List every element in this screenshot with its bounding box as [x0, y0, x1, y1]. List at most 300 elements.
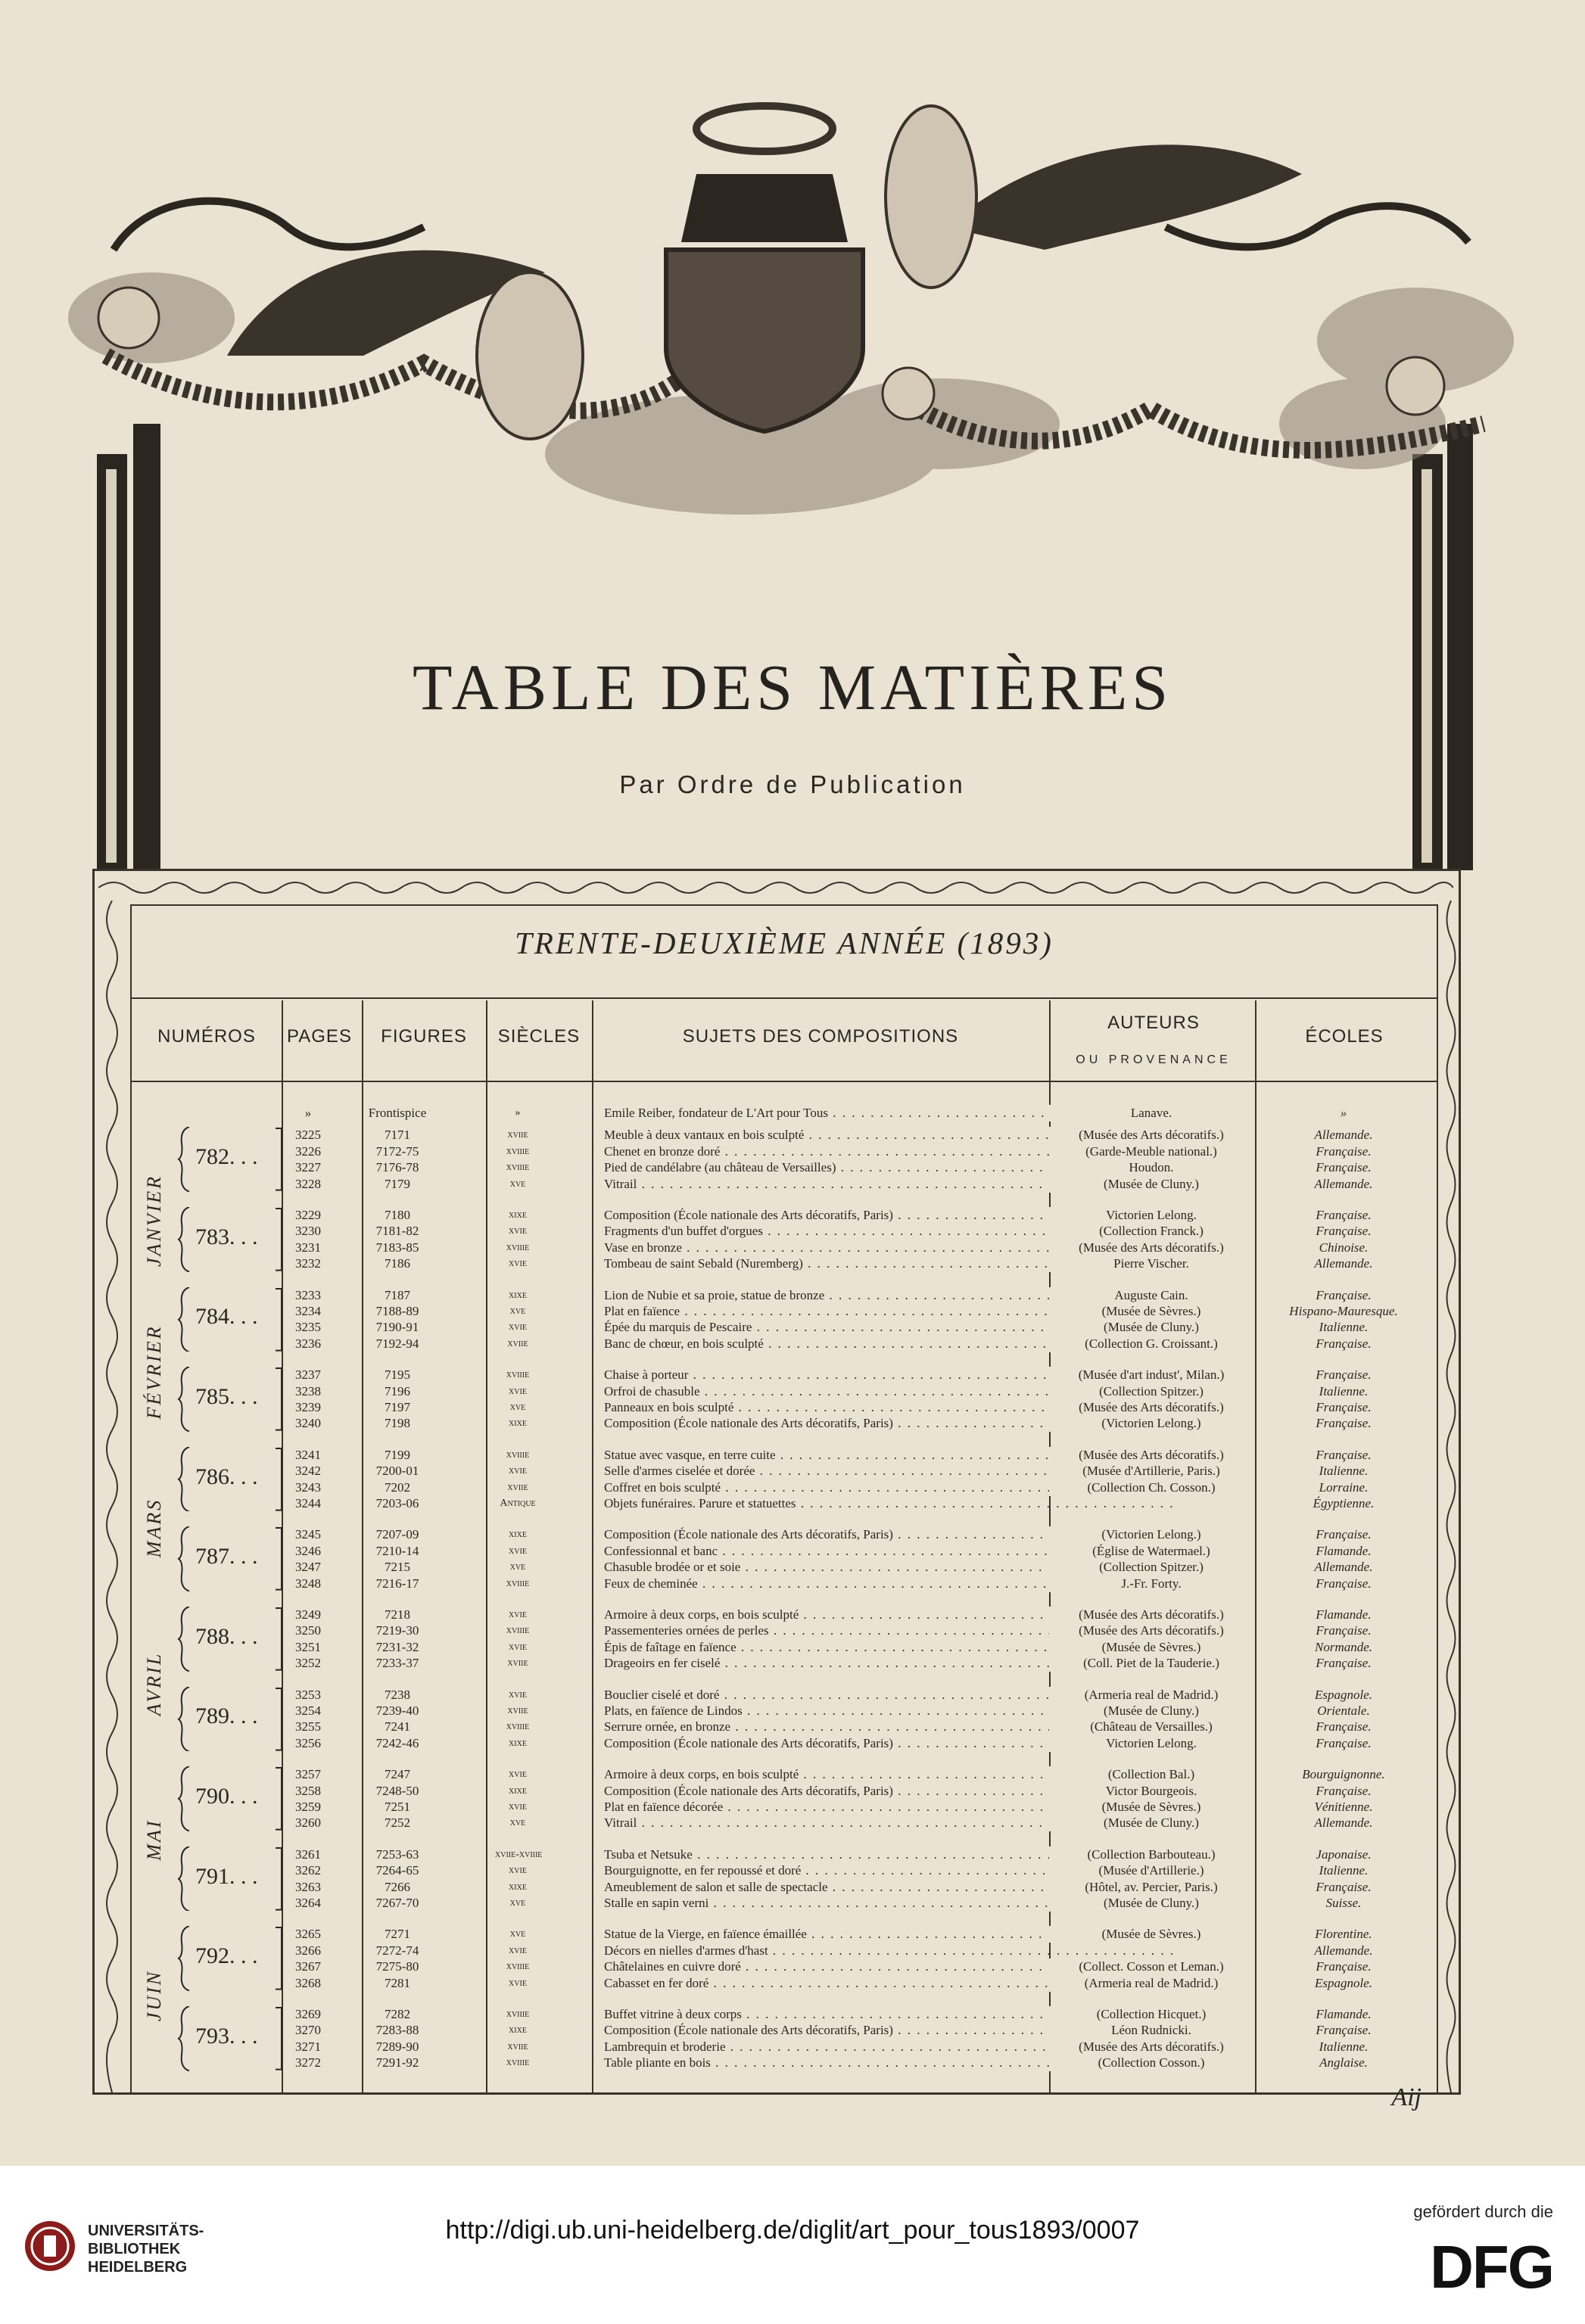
- cell-auteur: (Musée d'art indust', Milan.): [1049, 1367, 1253, 1383]
- cell-page: 3232: [295, 1256, 321, 1271]
- table-row: [130, 1287, 1438, 1304]
- vine-border-top: [98, 874, 1453, 901]
- cell-page: 3247: [295, 1560, 321, 1575]
- cell-auteur: (Musée des Arts décoratifs.): [1049, 1240, 1253, 1256]
- table-row: [130, 1240, 1438, 1256]
- cell-page: 3252: [295, 1656, 321, 1671]
- cell-siecle: xixe: [509, 1289, 527, 1301]
- cell-figure: 7281: [385, 1975, 410, 1990]
- cell-auteur: (Hôtel, av. Percier, Paris.): [1049, 1879, 1253, 1896]
- table-row: [130, 1543, 1438, 1560]
- cell-ecole: Espagnole.: [1314, 1975, 1373, 1990]
- issue-number: 784. . .: [195, 1304, 258, 1330]
- cell-ecole: Lorraine.: [1319, 1479, 1369, 1495]
- table-row: [130, 1943, 1438, 1959]
- cell-figure: Frontispice: [368, 1106, 427, 1120]
- cell-sujet: Vitrail . . .: [604, 1176, 1179, 1193]
- cell-page: »: [304, 1106, 312, 1120]
- cell-figure: 7252: [385, 1815, 410, 1831]
- cell-figure: 7198: [385, 1416, 410, 1431]
- cell-ecole: Française.: [1316, 1416, 1372, 1431]
- cell-sujet: Armoire à deux corps, en bois sculpté . . .: [604, 1766, 1179, 1783]
- cell-auteur: (Musée de Cluny.): [1049, 1319, 1253, 1336]
- cell-page: 3261: [295, 1846, 321, 1862]
- cell-ecole: Française.: [1316, 1287, 1372, 1302]
- vine-border-left: [97, 901, 127, 2092]
- cell-ecole: Bourguignonne.: [1302, 1767, 1385, 1782]
- cell-sujet: Table pliante en bois . . .: [604, 2055, 1179, 2071]
- year-heading: TRENTE-DEUXIÈME ANNÉE (1893): [515, 926, 1054, 960]
- cell-page: 3262: [295, 1863, 321, 1878]
- cell-figure: 7253-63: [375, 1846, 419, 1862]
- cell-ecole: Française.: [1316, 1143, 1372, 1159]
- cell-sujet: Statue avec vasque, en terre cuite . . .: [604, 1447, 1179, 1464]
- cell-page: 3266: [295, 1943, 321, 1958]
- cell-auteur: (Collection Spitzer.): [1049, 1559, 1253, 1576]
- cell-sujet: Composition (École nationale des Arts décoratifs, Paris) . . .: [604, 2022, 1179, 2039]
- cell-siecle: xve: [509, 1402, 526, 1413]
- cell-ecole: Allemande.: [1314, 1256, 1373, 1271]
- table-row: [130, 1958, 1438, 1975]
- cell-sujet: Objets funéraires. Parure et statuettes . . .: [604, 1495, 1179, 1512]
- cell-auteur: (Collection G. Croissant.): [1049, 1336, 1253, 1352]
- dfg-logo: DFG: [1430, 2233, 1553, 2301]
- table-row: [130, 1846, 1438, 1863]
- cell-sujet: Tsuba et Netsuke . . .: [604, 1846, 1179, 1863]
- cell-figure: 7241: [385, 1719, 410, 1734]
- col-header-numeros: NUMÉROS: [157, 1026, 256, 1047]
- cell-siecle: xvie: [509, 1321, 527, 1333]
- cell-ecole: Italienne.: [1319, 1320, 1369, 1335]
- cell-sujet: Statue de la Vierge, en faïence émaillée . . .: [604, 1926, 1179, 1943]
- cell-sujet: Passementeries ornées de perles . . .: [604, 1622, 1179, 1639]
- header-separator: [130, 1081, 1438, 1082]
- cell-auteur: (Victorien Lelong.): [1049, 1415, 1253, 1432]
- cell-figure: 7238: [385, 1687, 410, 1702]
- table-row: [130, 2006, 1438, 2023]
- cell-sujet: Lion de Nubie et sa proie, statue de bronze . . .: [604, 1287, 1179, 1304]
- month-label: MARS: [143, 1498, 165, 1558]
- cell-page: 3231: [295, 1240, 321, 1255]
- table-row: [130, 2039, 1438, 2055]
- cell-ecole: Française.: [1316, 1735, 1372, 1750]
- cell-sujet: Épée du marquis de Pescaire . . .: [604, 1319, 1179, 1336]
- cell-siecle: xviiie: [506, 1241, 530, 1253]
- cell-auteur: Victor Bourgeois.: [1049, 1783, 1253, 1800]
- cell-auteur: (Musée des Arts décoratifs.): [1049, 2039, 1253, 2055]
- cell-page: 3228: [295, 1176, 321, 1191]
- cell-siecle: xixe: [509, 1881, 527, 1893]
- year-separator: [130, 997, 1438, 999]
- issue-number: 789. . .: [195, 1703, 258, 1729]
- cell-siecle: xvie: [509, 1545, 527, 1557]
- cell-ecole: Normande.: [1314, 1639, 1373, 1654]
- table-row: [130, 1207, 1438, 1224]
- table-row: [130, 1143, 1438, 1160]
- cell-sujet: Drageoirs en fer ciselé . . .: [604, 1655, 1179, 1672]
- cell-ecole: Flamande.: [1316, 1543, 1372, 1558]
- cell-auteur: (Église de Watermael.): [1049, 1543, 1253, 1560]
- cell-auteur: (Armeria real de Madrid.): [1049, 1975, 1253, 1992]
- table-row: [130, 1415, 1438, 1432]
- cell-auteur: (Musée d'Artillerie.): [1049, 1862, 1253, 1879]
- cell-ecole: Française.: [1316, 1623, 1372, 1638]
- cell-page: 3234: [295, 1304, 321, 1318]
- cell-sujet: Décors en nielles d'armes d'hast . . .: [604, 1943, 1179, 1959]
- cell-figure: 7196: [385, 1383, 410, 1398]
- table-row: [130, 1719, 1438, 1735]
- cell-page: 3226: [295, 1143, 321, 1159]
- cell-page: 3260: [295, 1815, 321, 1831]
- cell-sujet: Orfroi de chasuble . . .: [604, 1383, 1179, 1400]
- cell-sujet: Composition (École nationale des Arts décoratifs, Paris) . . .: [604, 1783, 1179, 1800]
- cell-siecle: xviie: [507, 1129, 528, 1141]
- cell-figure: 7171: [385, 1128, 410, 1143]
- cell-sujet: Vitrail . . .: [604, 1815, 1179, 1831]
- cell-figure: 7233-37: [375, 1656, 419, 1671]
- cell-ecole: Française.: [1316, 1879, 1372, 1894]
- cell-figure: 7251: [385, 1800, 410, 1814]
- engraving-illustration: [0, 0, 1585, 870]
- month-label: JANVIER: [143, 1174, 165, 1268]
- cell-page: 3238: [295, 1383, 321, 1398]
- table-row: [130, 1526, 1438, 1543]
- cell-figure: 7183-85: [375, 1240, 419, 1255]
- cell-siecle: xviie: [507, 1705, 528, 1716]
- table-row: [130, 1862, 1438, 1879]
- cell-ecole: Française.: [1316, 1576, 1372, 1591]
- cell-ecole: Allemande.: [1314, 1176, 1373, 1191]
- cell-page: 3254: [295, 1703, 321, 1718]
- cell-ecole: Française.: [1316, 1367, 1372, 1383]
- cell-siecle: xixe: [509, 2024, 527, 2036]
- cell-sujet: Plats, en faïence de Lindos . . .: [604, 1703, 1179, 1719]
- cell-siecle: xvie: [509, 1688, 527, 1700]
- cell-figure: 7231-32: [375, 1639, 419, 1654]
- cell-sujet: Pied de candélabre (au château de Versailles) . . .: [604, 1159, 1179, 1176]
- cell-page: 3259: [295, 1800, 321, 1814]
- cell-auteur: Houdon.: [1049, 1159, 1253, 1176]
- cell-figure: 7190-91: [375, 1320, 419, 1335]
- cell-ecole: Allemande.: [1314, 1560, 1373, 1575]
- page-reference: Aij: [1391, 2083, 1422, 2111]
- cell-siecle: xixe: [509, 1529, 527, 1541]
- cell-sujet: Vase en bronze . . .: [604, 1240, 1179, 1256]
- cell-auteur: (Collection Ch. Cosson.): [1049, 1479, 1253, 1496]
- cell-sujet: Composition (École nationale des Arts décoratifs, Paris) . . .: [604, 1735, 1179, 1752]
- cell-ecole: Japonaise.: [1316, 1846, 1372, 1862]
- cell-siecle: xve: [509, 1928, 526, 1940]
- cell-ecole: Française.: [1316, 1400, 1372, 1414]
- page-subtitle: Par Ordre de Publication: [619, 770, 966, 798]
- cell-ecole: Flamande.: [1316, 2007, 1372, 2021]
- cell-siecle: xvie: [509, 1801, 527, 1812]
- cell-page: 3227: [295, 1160, 321, 1175]
- table-row: [130, 1105, 1438, 1122]
- cell-auteur: (Garde-Meuble national.): [1049, 1143, 1253, 1160]
- cell-sujet: Tombeau de saint Sebald (Nuremberg) . . .: [604, 1255, 1179, 1272]
- cell-siecle: xvie: [509, 1944, 527, 1956]
- cell-ecole: Florentine.: [1315, 1927, 1372, 1942]
- cell-page: 3244: [295, 1496, 321, 1510]
- cell-ecole: Française.: [1316, 1208, 1372, 1222]
- cell-auteur: (Musée de Sèvres.): [1049, 1639, 1253, 1656]
- cell-auteur: Pierre Vischer.: [1049, 1255, 1253, 1272]
- table-row: [130, 1895, 1438, 1912]
- cell-ecole: Allemande.: [1314, 1943, 1373, 1958]
- col-header-siecles: SIÈCLES: [497, 1026, 581, 1047]
- table-row: [130, 1447, 1438, 1464]
- table-row: [130, 1399, 1438, 1416]
- cell-sujet: Chasuble brodée or et soie . . .: [604, 1559, 1179, 1576]
- cell-ecole: Espagnole.: [1314, 1687, 1373, 1702]
- cell-siecle: xviie-xviiie: [495, 1848, 543, 1860]
- cell-auteur: Victorien Lelong.: [1049, 1207, 1253, 1224]
- cell-figure: 7248-50: [375, 1783, 419, 1798]
- cell-sujet: Épis de faîtage en faïence . . .: [604, 1639, 1179, 1656]
- cell-siecle: xixe: [509, 1209, 527, 1221]
- cell-page: 3248: [295, 1576, 321, 1591]
- cell-auteur: Lanave.: [1049, 1105, 1253, 1122]
- issue-number: 786. . .: [195, 1464, 258, 1489]
- cell-figure: 7187: [385, 1287, 410, 1302]
- cell-page: 3264: [295, 1896, 321, 1910]
- table-row: [130, 1559, 1438, 1576]
- month-label: FÉVRIER: [143, 1324, 165, 1420]
- table-row: [130, 2055, 1438, 2071]
- cell-sujet: Composition (École nationale des Arts décoratifs, Paris) . . .: [604, 1526, 1179, 1543]
- cell-figure: 7199: [385, 1447, 410, 1462]
- cell-siecle: xviiie: [506, 1145, 530, 1157]
- table-row: [130, 1766, 1438, 1783]
- table-row: [130, 1576, 1438, 1592]
- page-title: TABLE DES MATIÈRES: [412, 651, 1173, 723]
- cell-figure: 7239-40: [375, 1703, 419, 1718]
- cell-sujet: Emile Reiber, fondateur de L'Art pour Tous . . .: [604, 1105, 1179, 1122]
- cell-page: 3246: [295, 1543, 321, 1558]
- cell-figure: 7215: [385, 1560, 410, 1575]
- cell-siecle: »: [515, 1107, 521, 1118]
- col-header-figures: FIGURES: [381, 1026, 467, 1047]
- cell-ecole: Suisse.: [1325, 1896, 1362, 1910]
- cell-siecle: xviiie: [506, 1448, 530, 1461]
- cell-auteur: (Collection Cosson.): [1049, 2055, 1253, 2071]
- cell-siecle: xvie: [509, 1385, 527, 1397]
- cell-ecole: Chinoise.: [1319, 1240, 1369, 1255]
- issue-number: 787. . .: [195, 1544, 258, 1570]
- table-row: [130, 1367, 1438, 1383]
- table-row: [130, 1879, 1438, 1896]
- cell-auteur: (Collection Franck.): [1049, 1223, 1253, 1240]
- cell-figure: 7197: [385, 1400, 410, 1414]
- cell-siecle: xviiie: [506, 1369, 530, 1381]
- cell-figure: 7264-65: [375, 1863, 419, 1878]
- cell-sujet: Chenet en bronze doré . . .: [604, 1143, 1179, 1160]
- cell-figure: 7188-89: [375, 1304, 419, 1318]
- col-header-pages: PAGES: [287, 1026, 352, 1047]
- cell-page: 3239: [295, 1400, 321, 1414]
- cell-ecole: Italienne.: [1319, 1464, 1369, 1479]
- cell-figure: 7176-78: [375, 1160, 419, 1175]
- table-row: [130, 1655, 1438, 1672]
- cell-page: 3249: [295, 1607, 321, 1622]
- cell-siecle: xviiie: [506, 1721, 530, 1733]
- cell-siecle: xvie: [509, 1769, 527, 1781]
- cell-auteur: (Musée de Sèvres.): [1049, 1926, 1253, 1943]
- cell-auteur: (Coll. Piet de la Tauderie.): [1049, 1655, 1253, 1672]
- cell-siecle: xvie: [509, 1609, 527, 1620]
- cell-ecole: Orientale.: [1317, 1703, 1370, 1718]
- cell-page: 3236: [295, 1336, 321, 1351]
- cell-siecle: xvie: [509, 1865, 527, 1877]
- table-row: [130, 1255, 1438, 1272]
- cell-ecole: Française.: [1316, 2023, 1372, 2038]
- table-row: [130, 1127, 1438, 1143]
- cell-ecole: Française.: [1316, 1527, 1372, 1542]
- cell-page: 3241: [295, 1447, 321, 1462]
- cell-figure: 7218: [385, 1607, 410, 1622]
- cell-siecle: xviiie: [506, 2008, 530, 2020]
- cell-sujet: Banc de chœur, en bois sculpté . . .: [604, 1336, 1179, 1352]
- cell-sujet: Bouclier ciselé et doré . . .: [604, 1687, 1179, 1703]
- cell-auteur: (Armeria real de Madrid.): [1049, 1687, 1253, 1703]
- cell-page: 3242: [295, 1464, 321, 1479]
- cell-sujet: Cabasset en fer doré . . .: [604, 1975, 1179, 1992]
- cell-sujet: Feux de cheminée . . .: [604, 1576, 1179, 1592]
- cell-auteur: (Musée de Cluny.): [1049, 1815, 1253, 1831]
- cell-ecole: Vénitienne.: [1314, 1800, 1373, 1814]
- cell-siecle: xviiie: [506, 1625, 530, 1637]
- cell-page: 3230: [295, 1224, 321, 1239]
- table-row: [130, 1687, 1438, 1703]
- cell-figure: 7282: [385, 2007, 410, 2021]
- month-label: MAI: [143, 1818, 165, 1861]
- cell-siecle: xviiie: [506, 1961, 530, 1973]
- cell-sujet: Composition (École nationale des Arts décoratifs, Paris) . . .: [604, 1415, 1179, 1432]
- cell-figure: 7203-06: [375, 1496, 419, 1510]
- cell-sujet: Stalle en sapin verni . . .: [604, 1895, 1179, 1912]
- cell-page: 3267: [295, 1959, 321, 1974]
- cell-figure: 7272-74: [375, 1943, 419, 1958]
- cell-siecle: xve: [509, 1817, 526, 1829]
- col-header-ecoles: ÉCOLES: [1305, 1026, 1384, 1047]
- cell-auteur: (Musée des Arts décoratifs.): [1049, 1622, 1253, 1639]
- cell-figure: 7192-94: [375, 1336, 419, 1351]
- cell-auteur: (Collection Hicquet.): [1049, 2006, 1253, 2023]
- cell-auteur: (Château de Versailles.): [1049, 1719, 1253, 1735]
- cell-figure: 7283-88: [375, 2023, 419, 2038]
- cell-auteur: (Musée de Cluny.): [1049, 1895, 1253, 1912]
- library-logo-text: UNIVERSITÄTS- BIBLIOTHEK HEIDELBERG: [88, 2223, 204, 2276]
- cell-siecle: xixe: [509, 1417, 527, 1430]
- cell-page: 3270: [295, 2023, 321, 2038]
- cell-siecle: xviie: [507, 1657, 528, 1669]
- cell-sujet: Confessionnal et banc . . .: [604, 1543, 1179, 1560]
- cell-sujet: Panneaux en bois sculpté . . .: [604, 1399, 1179, 1416]
- cell-auteur: (Musée des Arts décoratifs.): [1049, 1399, 1253, 1416]
- cell-sujet: Coffret en bois sculpté . . .: [604, 1479, 1179, 1496]
- cell-page: 3233: [295, 1287, 321, 1302]
- col-header-auteurs: AUTEURS: [1107, 1013, 1200, 1033]
- cell-siecle: xviie: [507, 2040, 528, 2052]
- cell-page: 3263: [295, 1879, 321, 1894]
- cell-sujet: Fragments d'un buffet d'orgues . . .: [604, 1223, 1179, 1240]
- month-label: JUIN: [143, 1969, 165, 2022]
- cell-siecle: xve: [509, 1178, 526, 1190]
- issue-number: 783. . .: [195, 1224, 258, 1249]
- cell-sujet: Serrure ornée, en bronze . . .: [604, 1719, 1179, 1735]
- cell-page: 3272: [295, 2055, 321, 2070]
- cell-figure: 7172-75: [375, 1143, 419, 1159]
- cell-page: 3225: [295, 1128, 321, 1143]
- cell-page: 3271: [295, 2039, 321, 2054]
- cell-siecle: xviie: [507, 1337, 528, 1349]
- cell-ecole: Française.: [1316, 1656, 1372, 1671]
- cell-siecle: xvie: [509, 1977, 527, 1989]
- cell-figure: 7266: [385, 1879, 410, 1894]
- cell-siecle: xve: [509, 1897, 526, 1909]
- cell-sujet: Buffet vitrine à deux corps . . .: [604, 2006, 1179, 2023]
- cell-siecle: xviiie: [506, 2057, 530, 2069]
- cell-figure: 7186: [385, 1256, 410, 1271]
- cell-ecole: Française.: [1316, 1719, 1372, 1734]
- table-row: [130, 1223, 1438, 1240]
- month-label: AVRIL: [143, 1651, 165, 1716]
- cell-sujet: Bourguignotte, en fer repoussé et doré . . .: [604, 1862, 1179, 1879]
- col-header-sujets: SUJETS DES COMPOSITIONS: [682, 1026, 959, 1047]
- cell-figure: 7210-14: [375, 1543, 419, 1558]
- cell-siecle: Antique: [500, 1498, 536, 1509]
- cell-siecle: xve: [509, 1305, 526, 1317]
- cell-ecole: Flamande.: [1316, 1607, 1372, 1622]
- cell-sujet: Plat en faïence décorée . . .: [604, 1799, 1179, 1815]
- cell-page: 3237: [295, 1367, 321, 1383]
- table-row: [130, 1975, 1438, 1992]
- table-row: [130, 1383, 1438, 1400]
- table-row: [130, 1479, 1438, 1496]
- cell-siecle: xvie: [509, 1225, 527, 1237]
- source-url[interactable]: http://digi.ub.uni-heidelberg.de/diglit/art_pour_tous1893/0007: [445, 2216, 1140, 2245]
- cell-auteur: (Musée des Arts décoratifs.): [1049, 1447, 1253, 1464]
- cell-auteur: (Musée de Sèvres.): [1049, 1799, 1253, 1815]
- cell-page: 3229: [295, 1208, 321, 1222]
- cell-page: 3250: [295, 1623, 321, 1638]
- cell-figure: 7267-70: [375, 1896, 419, 1910]
- cell-auteur: (Musée de Cluny.): [1049, 1703, 1253, 1719]
- table-row: [130, 1799, 1438, 1815]
- cell-sujet: Plat en faïence . . .: [604, 1303, 1179, 1320]
- table-row: [130, 1607, 1438, 1623]
- cell-page: 3269: [295, 2007, 321, 2021]
- cell-siecle: xve: [509, 1561, 526, 1573]
- cell-figure: 7219-30: [375, 1623, 419, 1638]
- cell-siecle: xvie: [509, 1465, 527, 1477]
- cell-auteur: (Musée des Arts décoratifs.): [1049, 1607, 1253, 1623]
- cell-ecole: Égyptienne.: [1313, 1496, 1375, 1510]
- cell-ecole: Française.: [1316, 1959, 1372, 1974]
- cell-auteur: Victorien Lelong.: [1049, 1735, 1253, 1752]
- cell-page: 3258: [295, 1783, 321, 1798]
- cell-auteur: J.-Fr. Forty.: [1049, 1576, 1253, 1592]
- table-row: [130, 2022, 1438, 2039]
- cell-ecole: Française.: [1316, 1447, 1372, 1462]
- cell-auteur: (Musée de Sèvres.): [1049, 1303, 1253, 1320]
- issue-number: 792. . .: [195, 1943, 258, 1969]
- cell-page: 3243: [295, 1479, 321, 1495]
- table-row: [130, 1783, 1438, 1800]
- cell-figure: 7202: [385, 1479, 410, 1495]
- cell-ecole: Italienne.: [1319, 1863, 1369, 1878]
